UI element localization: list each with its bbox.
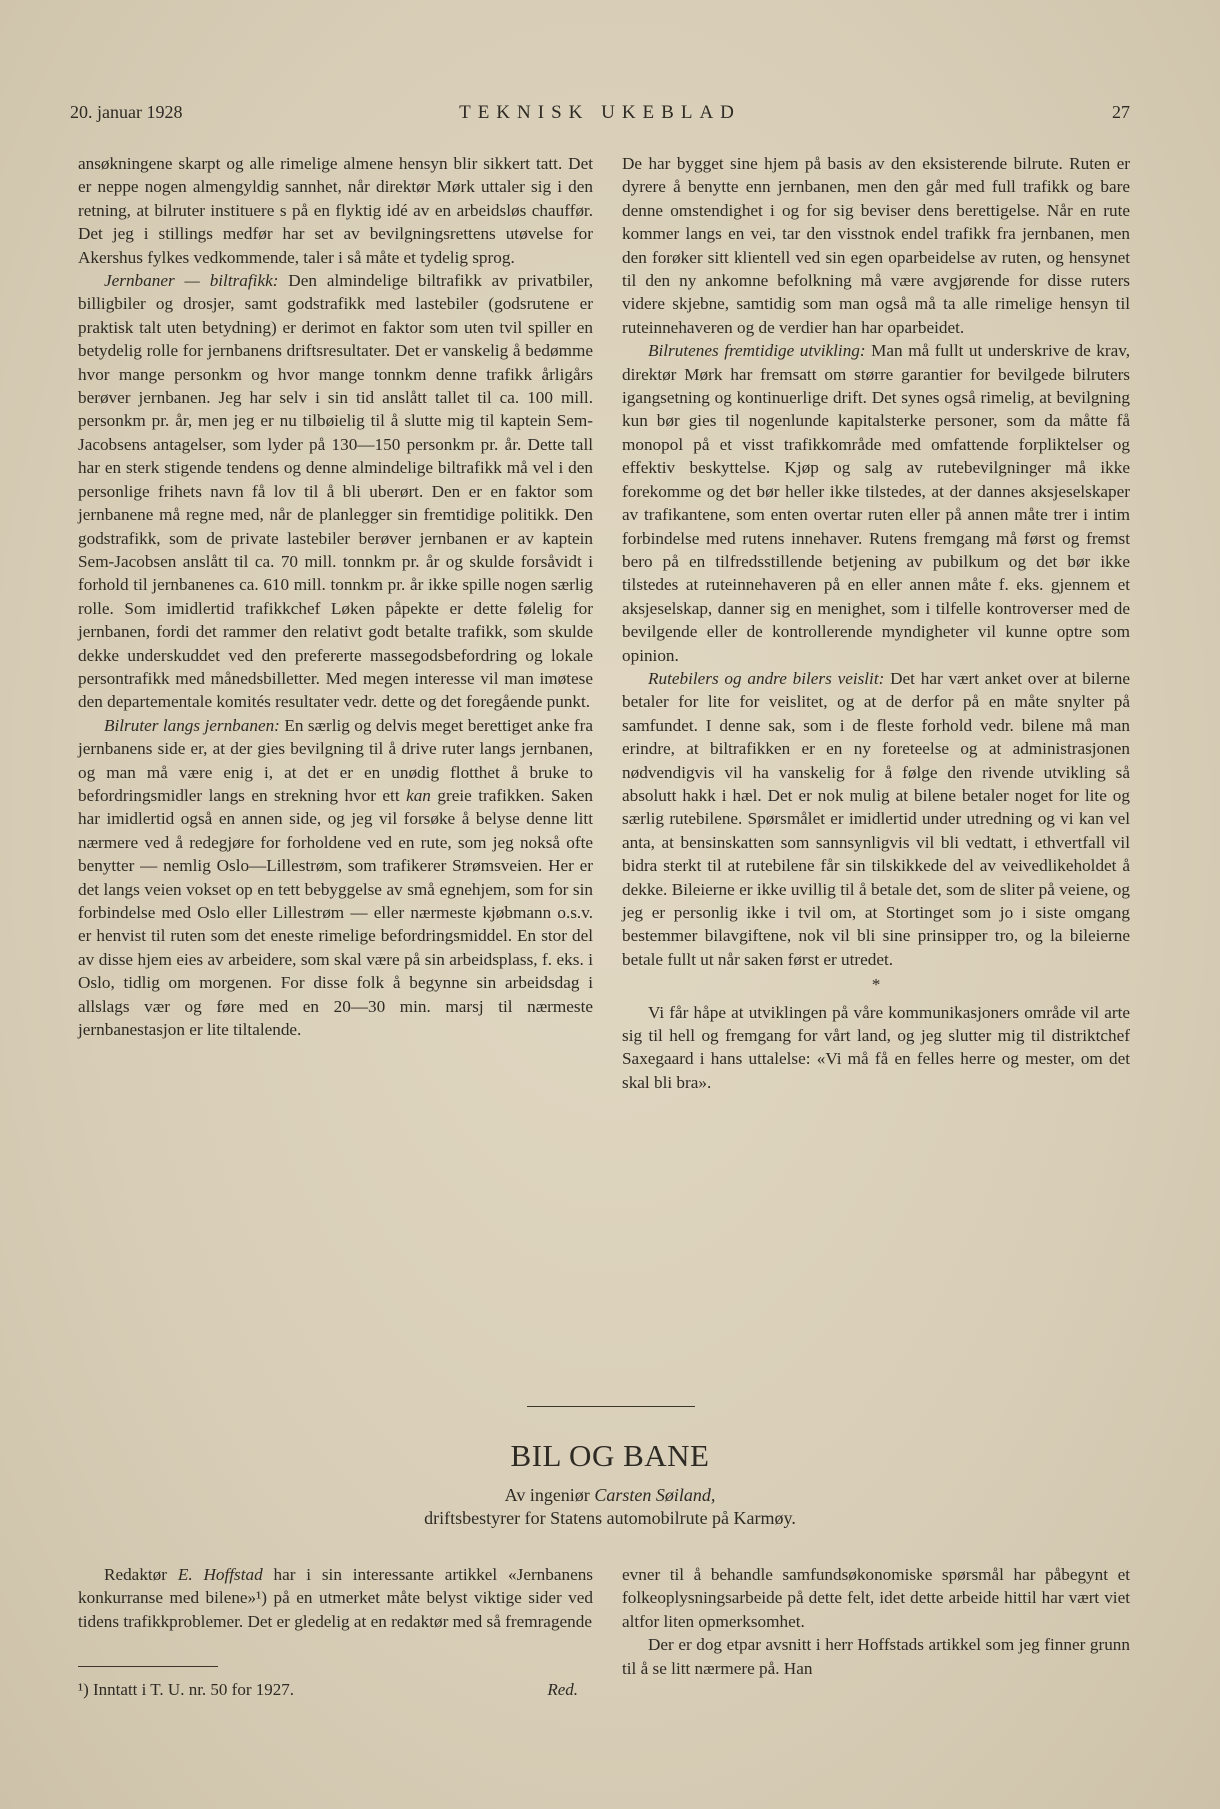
paragraph: Bilrutenes fremtidige utvikling: Man må fullt ut underskrive de krav, direktør Mørk har fremsatt om større garantier for bevilgede bilruters igangsetning og kontinuerlige drift. Det synes også rimelig, at bevilgning kun bør gies til nogenlunde kapitalsterke personer, som da måtte få monopol på et visst trafikkområde med omfattende forpliktelser og effektiv beskyttelse. Kjøp og salg av rutebevilgninger må ikke forekomme og det bør heller ikke tilstedes, at der dannes aksjeselskaper av trafikantene, som enten overtar ruten eller på annen måte trer i intim forbindelse med rutens innehaver. Rutens fremgang må først og fremst bero på en tilfredsstillende betjening av pubilkum og det bør ikke tilstedes at ruteinnehaveren på en eller annen måte f. eks. gjennem et aksjeselskap, danner sig en menighet, som i tilfelle kontroverser med de bevilgende eller de kontrollerende myndigheter vil kunne optre som opinion. <box>622 341 1130 665</box>
subheading: Bilrutenes fremtidige utvikling: <box>648 341 866 361</box>
paragraph: De har bygget sine hjem på basis av den eksisterende bilrute. Ruten er dyrere å benytte enn jernbanen, men den går med full trafikk og bare denne omstendighet i og for sig beviser dens berettigelse. Når en rute kommer langs en vei, tar den visstnok endel trafikk fra jernbanen, men den forøker sitt klientell ved sin egen oparbeidelse av ruten, og hensynet til den ny ankomne befolkning må være avgjørende for disse ruters videre skjebne, samtidig som man også må ta alle rimelige hensyn til ruteinnehaveren og de verdier han har oparbeidet. <box>622 154 1130 337</box>
paragraph: Der er dog etpar avsnitt i herr Hoffstads artikkel som jeg finner grunn til å se litt nærmere på. Han <box>622 1635 1130 1678</box>
footnote-signature: Red. <box>547 1680 578 1699</box>
article1-column-right <box>622 152 1130 1094</box>
article2-column-right <box>622 1563 1130 1680</box>
paragraph: evner til å behandle samfundsøkonomiske spørsmål har påbegynt et folkeoplysningsarbeide på dette felt, idet dette arbeide hittil har vært viet altfor liten opmerksomhet. <box>622 1565 1130 1631</box>
subheading: Bilruter langs jernbanen: <box>104 715 280 735</box>
author-affiliation: driftsbestyrer for Statens automobilrute på Karmøy. <box>424 1508 796 1528</box>
paragraph: Redaktør E. Hoffstad har i sin interessante artikkel «Jernbanens konkurranse med bilene»¹) på en utmerket måte belyst viktige sider ved tidens trafikkproblemer. Det er gledelig at en redaktør med så fremragende <box>78 1565 593 1631</box>
footnote-rule <box>78 1666 218 1667</box>
issue-date: 20. januar 1928 <box>70 102 183 122</box>
article-title: BIL OG BANE <box>510 1438 710 1473</box>
author-name: Carsten Søiland, <box>594 1485 716 1505</box>
footnote: ¹) Inntatt i T. U. nr. 50 for 1927. Red. <box>78 1680 578 1699</box>
paragraph: Rutebilers og andre bilers veislit: Det har vært anket over at bilerne betaler for lite for veislitet, og at de derfor på en måte snylter på samfundet. I denne sak, som i de fleste forhold vedr. bilene må man erindre, at biltrafikken er en ny foreteelse og at administrasjonen nødvendigvis vil ha vanskelig for å følge den rivende utvikling så absolutt hakk i hæl. Det er nok mulig at bilene betaler noget for lite og særlig rutebilene. Spørsmålet er imidlertid under utredning og vi kan vel anta, at bensinskatten som sannsynligvis vil bli vedtatt, i ethvertfall vil bidra sterkt til at rutebilene får sin tilskikkede del av veivedlikeholdet å dekke. Bileierne er ikke uvillig til å betale det, som de sliter på veiene, og jeg er personlig ikke i tvil om, at Stortinget som jo i siste omgang bestemmer bilavgiftene, nok vil bli sine prinsipper tro, og la bileierne betale fullt ut når saken først er utredet. <box>622 668 1131 969</box>
article1-column-left <box>78 152 593 1041</box>
paragraph: Jernbaner — biltrafikk: Den almindelige biltrafikk av privatbiler, billigbiler og drosjer, samt godstrafikk med lastebiler (godsrutene er praktisk talt uten betydning) er derimot en faktor som uten tvil spiller en betydelig rolle for jernbanens driftsresultater. Det er vanskelig å bedømme hvor mange personkm og hvor mange tonnkm denne trafikk årligårs berøver jernbanen. Jeg har selv i sin tid anslått tallet til ca. 100 mill. personkm pr. år, men jeg er nu tilbøielig til å slutte mig til kaptein Sem-Jacobsens antagelser, som lyder på 130—150 personkm pr. år. Dette tall har en sterk stigende tendens og denne almindelige biltrafikk må vel i den personlige frihets navn få lov til å bli uberørt. Den er en faktor som jernbanene må regne med, når de planlegger sin fremtidige politikk. Den godstrafikk, som de private lastebiler berøver jernbanen er av kaptein Sem-Jacobsen anslått til ca. 70 mill. tonnkm pr. år og skulde forsåvidt i forhold til jernbanenes ca. 610 mill. tonnkm pr. år ikke spille nogen særlig rolle. Som imidlertid trafikkchef Løken påpekte er dette følelig for jernbanen, fordi det rammer den relativt godt betalte trafikk, som skulde dekke underskuddet ved den prefererte massegodsbefordring og lokale persontrafikk med månedsbilletter. Med megen interesse vil man imøtese den departementale komités resultater vedr. dette og det foregående punkt. <box>78 271 593 712</box>
paragraph: Bilruter langs jernbanen: En særlig og delvis meget berettiget anke fra jernbanens side er, at der gies bevilgning til å drive ruter langs jernbanen, og man må være enig i, at det er en unødig flotthet å bruke to befordringsmidler langs en strekning hvor ett kan greie trafikken. Saken har imidlertid også en annen side, og jeg vil forsøke å belyse denne litt nærmere ved å redegjøre for forholdene ved en rute, som jeg nokså ofte benytter — nemlig Oslo—Lillestrøm, som trafikerer Strømsveien. Her er det langs veien vokset op en tett bebyggelse av små egnehjem, som for sin forbindelse med Oslo eller Lillestrøm — eller nærmeste kjøbmann o.s.v. er henvist til ruten som det eneste rimelige befordringsmiddel. En stor del av disse hjem eies av arbeidere, som skal være på sin arbeidsplass, f. eks. i Oslo, tidlig om morgenen. For disse folk å begynne sin arbeidsdag i allslags vær og føre med en 20—30 min. marsj til nærmeste jernbanestasjon er lite tiltalende. <box>78 715 593 1040</box>
subheading: Rutebilers og andre bilers veislit: <box>648 668 885 688</box>
journal-title: TEKNISK UKEBLAD <box>459 102 741 123</box>
subheading: Jernbaner — biltrafikk: <box>104 271 279 291</box>
paragraph: ansøkningene skarpt og alle rimelige almene hensyn blir sikkert tatt. Det er neppe nogen almengyldig sannhet, når direktør Mørk uttaler sig i den retning, at bilruter instituere s på en flyktig idé av en arbeidsløs chauffør. Det jeg i stillings medfør har set av bevilgningsrettens utøvelse for Akershus fylkes vedkommende, taler i så måte et tydelig sprog. <box>78 154 593 267</box>
section-separator: * <box>871 975 881 995</box>
paragraph: Vi får håpe at utviklingen på våre kommunikasjoners område vil arte sig til hell og fremgang for vårt land, og jeg slutter mig til distriktchef Saxegaard i hans uttalelse: «Vi må få en felles herre og mester, om det skal bli bra». <box>622 1002 1130 1092</box>
page-header <box>70 102 1130 130</box>
page-number: 27 <box>1112 102 1130 122</box>
byline: Av ingeniør Carsten Søiland, driftsbestyrer for Statens automobilrute på Karmøy. <box>0 1484 1220 1530</box>
article2-column-left <box>78 1563 593 1633</box>
article-divider <box>527 1406 695 1407</box>
